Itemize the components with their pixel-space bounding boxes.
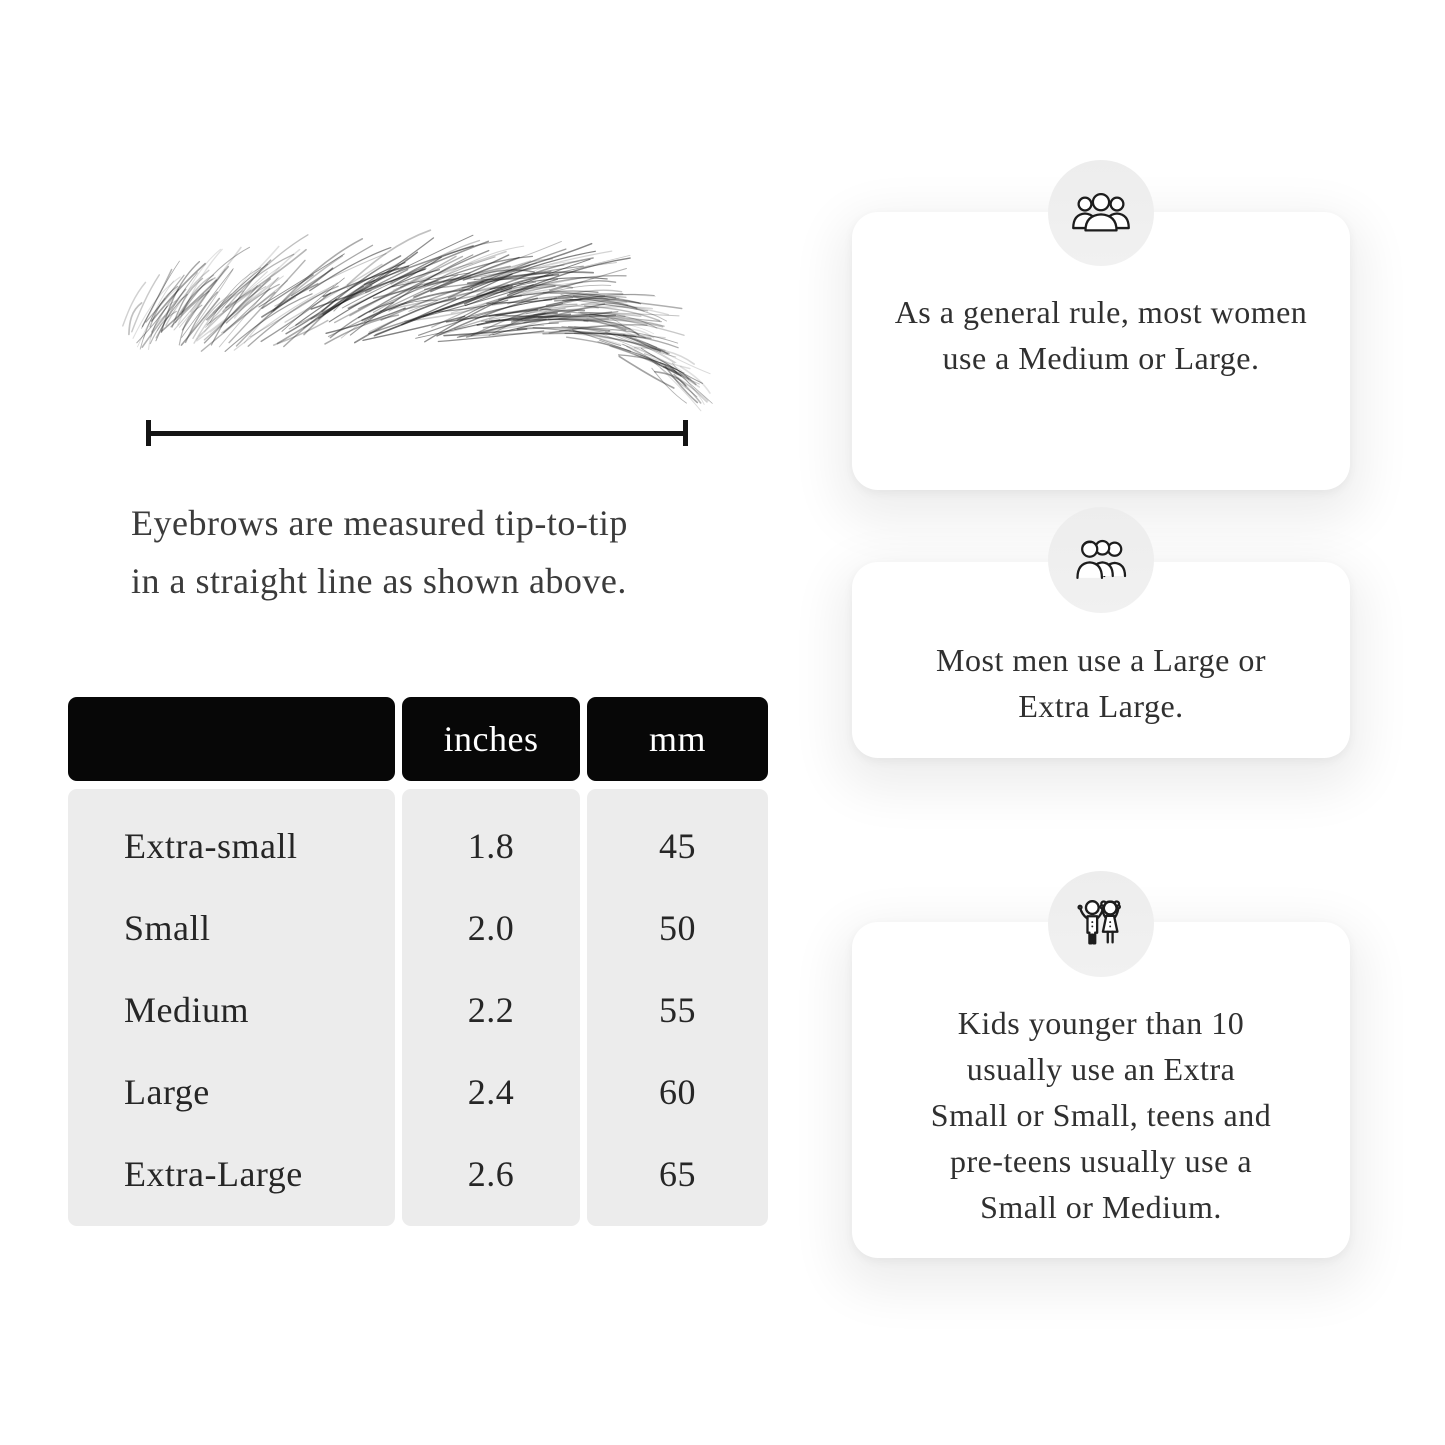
size-label: Large (124, 1072, 210, 1112)
women-group-icon (1069, 189, 1133, 237)
mm-value: 65 (659, 1154, 696, 1194)
kids-icon-badge (1048, 871, 1154, 977)
size-label: Extra-small (124, 826, 298, 866)
size-table (68, 697, 768, 1226)
mm-value: 60 (659, 1072, 696, 1112)
tip-to-tip-measurement-line (146, 420, 688, 446)
men-card-text: Most men use a Large or Extra Large. (936, 642, 1266, 724)
children-icon (1070, 896, 1132, 952)
eyebrow-illustration (112, 240, 692, 400)
size-name-column (68, 789, 395, 1226)
men-group-icon (1069, 536, 1133, 584)
mm-value: 55 (659, 990, 696, 1030)
inches-value: 2.4 (467, 1072, 515, 1112)
table-header-mm: mm (587, 697, 768, 781)
size-label: Extra-Large (124, 1154, 303, 1194)
mm-value: 50 (659, 908, 696, 948)
size-table-header-row (68, 697, 768, 781)
inches-value: 1.8 (467, 826, 515, 866)
table-header-blank (68, 697, 395, 781)
size-label: Medium (124, 990, 249, 1030)
inches-value: 2.6 (467, 1154, 515, 1194)
men-icon-badge (1048, 507, 1154, 613)
size-label: Small (124, 908, 211, 948)
measurement-bar (146, 431, 688, 436)
women-card-text: As a general rule, most women use a Medium or Large. (894, 294, 1308, 376)
mm-value: 45 (659, 826, 696, 866)
measurement-right-cap (683, 420, 688, 446)
size-table-body (68, 789, 768, 1226)
kids-card-text: Kids younger than 10 usually use an Extra Small or Small, teens and pre-teens usually use a Small or Medium. (930, 1005, 1272, 1225)
women-icon-badge (1048, 160, 1154, 266)
table-header-inches: inches (402, 697, 580, 781)
mm-column (587, 789, 768, 1226)
inches-value: 2.2 (467, 990, 515, 1030)
inches-column (402, 789, 580, 1226)
diagram-caption: Eyebrows are measured tip-to-tip in a straight line as shown above. (131, 503, 628, 601)
measurement-left-cap (146, 420, 151, 446)
inches-value: 2.0 (467, 908, 515, 948)
